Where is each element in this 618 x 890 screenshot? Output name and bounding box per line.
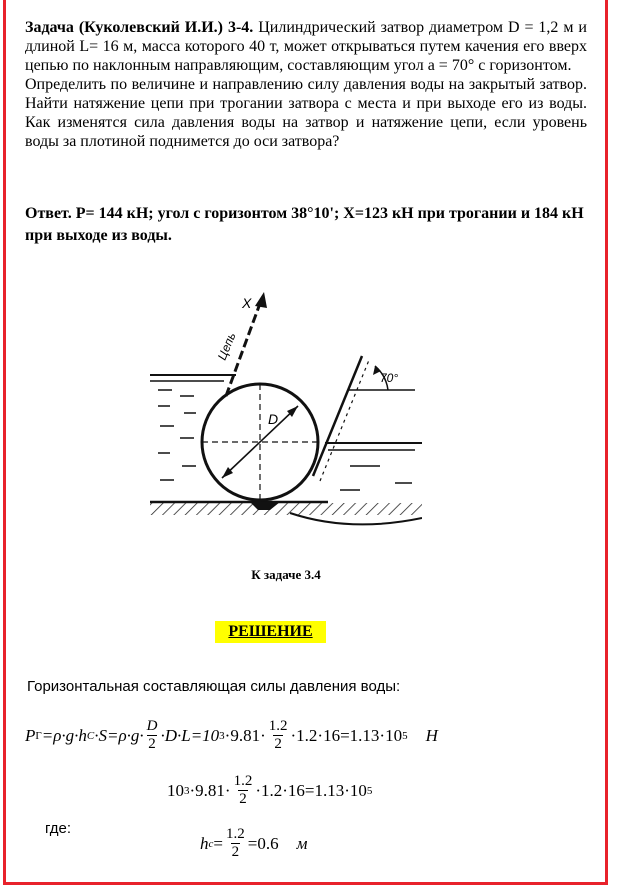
f1-lhs: P	[25, 725, 36, 745]
figure-caption: К задаче 3.4	[251, 567, 321, 582]
problem-paragraph-1	[25, 18, 587, 75]
f2-part1: ·9.81·	[189, 780, 231, 800]
label-angle: 70°	[380, 371, 399, 385]
answer: Ответ. P= 144 кН; угол с горизонтом 38°10'; X=123 кН при трогании и 184 кН при выходе из воды.	[25, 205, 584, 244]
f2-part2: ·1.2·16=1.13·10	[255, 780, 367, 800]
f2-exp1: 3	[184, 784, 190, 797]
ground	[150, 502, 422, 524]
solution-heading: РЕШЕНИЕ	[215, 621, 326, 643]
gate-diagram	[150, 278, 422, 588]
where-label: где:	[45, 820, 72, 837]
f1-part4: ·9.81·	[224, 725, 266, 745]
formula-hc	[200, 826, 307, 861]
f2-frac: $\frac{1.2}{2}$	[233, 773, 253, 807]
f2-exp2: 5	[366, 784, 373, 797]
formula-horizontal-force	[25, 718, 438, 753]
problem-figure	[150, 278, 422, 588]
label-diameter: D	[268, 411, 279, 427]
f3-frac: $\frac{1.2}{2}$	[225, 826, 245, 860]
f3-unit: м	[296, 833, 308, 853]
f3-lhs-sub: c	[208, 837, 214, 850]
cylinder-gate	[202, 384, 318, 500]
label-chain: Цепь	[214, 330, 239, 363]
f1-lhs-sub: Г	[35, 729, 42, 742]
f1-part1: =ρ·g·h	[41, 725, 87, 745]
f3-lhs: h	[200, 833, 209, 853]
f1-unit: Н	[425, 725, 438, 745]
f1-frac2: $\frac{1.2}{2}$	[268, 718, 288, 752]
f1-part2: ·S=ρ·g·	[94, 725, 144, 745]
f3-rhs: =0.6	[247, 833, 279, 853]
f3-eq: =	[213, 833, 223, 853]
label-x: X	[242, 295, 252, 311]
f1-hc-sub: C	[86, 729, 95, 742]
f1-exp1: 3	[219, 729, 225, 742]
problem-paragraph-2: Определить по величине и направлению силу давления воды на закрытый затвор. Найти натяжение цепи при трогании затвора с места и при выходе его из воды. Как изменятся сила давления воды на затвор и натяжение цепи, если уровень воды за плотиной поднимется до оси затвора?	[25, 76, 587, 150]
formula-numeric	[167, 773, 372, 808]
f1-part3: ·D·L=10	[160, 725, 220, 745]
problem-heading: Задача (Куколевский И.И.) 3-4.	[25, 19, 254, 36]
problem-statement	[25, 18, 587, 151]
f1-exp2: 5	[402, 729, 408, 742]
horizontal-component-label: Горизонтальная составляющая силы давления воды:	[27, 678, 401, 695]
f1-frac1: $\frac{D}{2}$	[146, 718, 158, 752]
problem-text-1: Цилиндрический затвор диаметром D = 1,2 м и длиной L= 16 м, масса которого 40 т, может открываться путем качения его вверх цепью по наклонным направляющим, составляющим угол a = 70° с горизонтом.	[25, 19, 587, 74]
guide-rail	[313, 356, 415, 481]
right-water	[325, 443, 422, 490]
f2-base: 10	[167, 780, 184, 800]
f1-part5: ·1.2·16=1.13·10	[290, 725, 403, 745]
